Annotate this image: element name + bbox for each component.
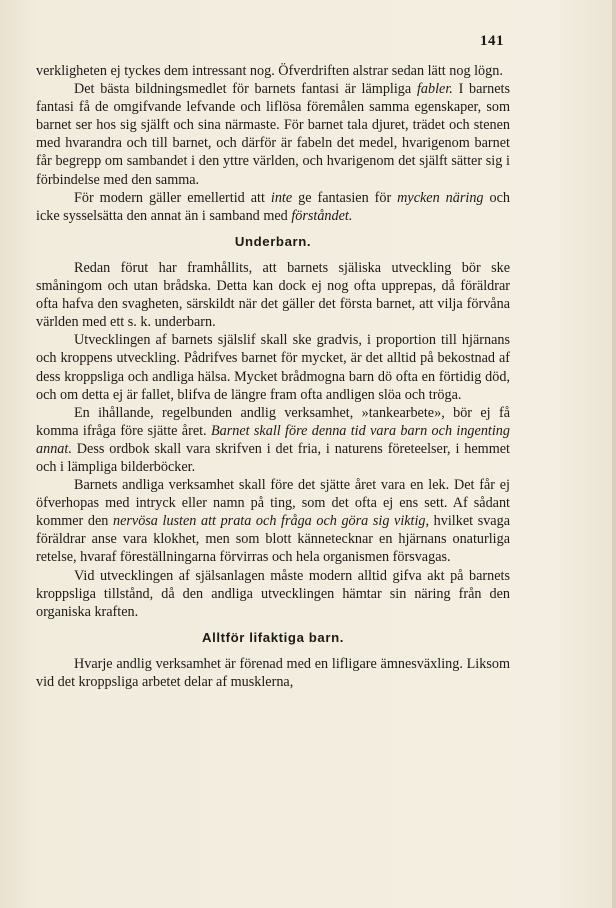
italic-text-run: inte [270,189,293,206]
text-run: Utvecklingen af barnets själslif skall ske gradvis, i proportion till hjärnans och kroppens utveckling. Pådrifves barnet för mycket, är det alltid på bekostnad af dess kroppsliga och andliga hälsa. Mycket brådmogna barn dö ofta en förtidig död, och om detta ej är fallet, blifva de längre fram ofta andligen slöa och tröga. [36,332,510,403]
italic-text-run: fabler. [416,81,453,98]
section-top [36,62,510,225]
text-run: Dess ordbok skall vara skrifven i det fria, i naturens företeelser, i hemmet och i lämpliga bilderböcker. [36,440,510,475]
text-run: hvilket svaga föräldrar anse vara klokhet, men som blott kännetecknar en hjärnans onaturliga retelse, hvaraf föreställningarna förvirras och hela organismen försvagas. [36,513,510,566]
italic-text-run: mycken näring [397,189,484,206]
text-run: verkligheten ej tyckes dem intressant nog. Öfverdriften alstrar sedan lätt nog lögn. [36,63,503,79]
paragraph [36,80,510,189]
paragraph [36,189,510,225]
text-run: ge fantasien för [292,189,398,206]
text-run: Hvarje andlig verksamhet är förenad med en lifligare ämnesväxling. Liksom vid det kroppsliga arbetet delar af musklerna, [36,655,510,690]
section-lifaktiga-barn [36,655,510,691]
paragraph [36,62,510,80]
italic-text-run: nervösa lusten att prata och fråga och göra sig viktig, [112,513,430,530]
paragraph [36,331,510,403]
page-number: 141 [480,33,504,49]
paragraph [36,567,510,621]
text-run: En ihållande, regelbunden andlig verksamhet, »tankearbete», bör ej få komma ifråga före sjätte året. [36,404,510,439]
paragraph [36,655,510,691]
body-text [36,62,510,691]
section-underbarn [36,259,510,621]
text-run: Barnets andliga verksamhet skall före det sjätte året vara en lek. Det får ej öfverhopas med intryck eller namn på ting, som det ofta ej ens sett. Af sådant kommer den [36,477,510,530]
text-run: Vid utvecklingen af själsanlagen måste modern alltid gifva akt på barnets kroppsliga tillstånd, då den andliga utvecklingen hämtar sin näring från den organiska kraften. [36,567,510,620]
text-run: och icke sysselsätta den annat än i samband med [36,189,510,224]
paragraph [36,476,510,566]
paragraph [36,404,510,476]
italic-text-run: förståndet. [291,207,353,224]
italic-text-run: Barnet skall före denna tid vara barn och ingenting annat. [36,422,510,457]
paragraph [36,259,510,331]
text-run: För modern gäller emellertid att [74,189,271,206]
page-edge [612,0,616,908]
text-run: Det bästa bildningsmedlet för barnets fantasi är lämpliga [74,81,417,98]
text-run: Redan förut har framhållits, att barnets själiska utveckling bör ske småningom och utan brådska. Detta kan dock ej nog ofta upprepas, då föräldrar ofta hafva den svagheten, särskildt när det gäller det första barnet, att vilja förvåna världen med ett s. k. underbarn. [36,259,510,331]
section-heading-underbarn: Underbarn. [234,233,312,249]
text-run: I barnets fantasi få de omgifvande lefvande och liflösa föremålen samma egenskaper, som barnet ser hos sig själft och sina närmaste. För barnet tala djuret, trädet och stenen med hvarandra och till barnet, och därför är fabeln det medel, hvarigenom barnet får begrepp om sambandet i den yttre världen, och hvarigenom det själft sätter sig i förbindelse med den samma. [36,81,510,188]
section-heading-lifaktiga-barn: Alltför lifaktiga barn. [201,629,345,645]
